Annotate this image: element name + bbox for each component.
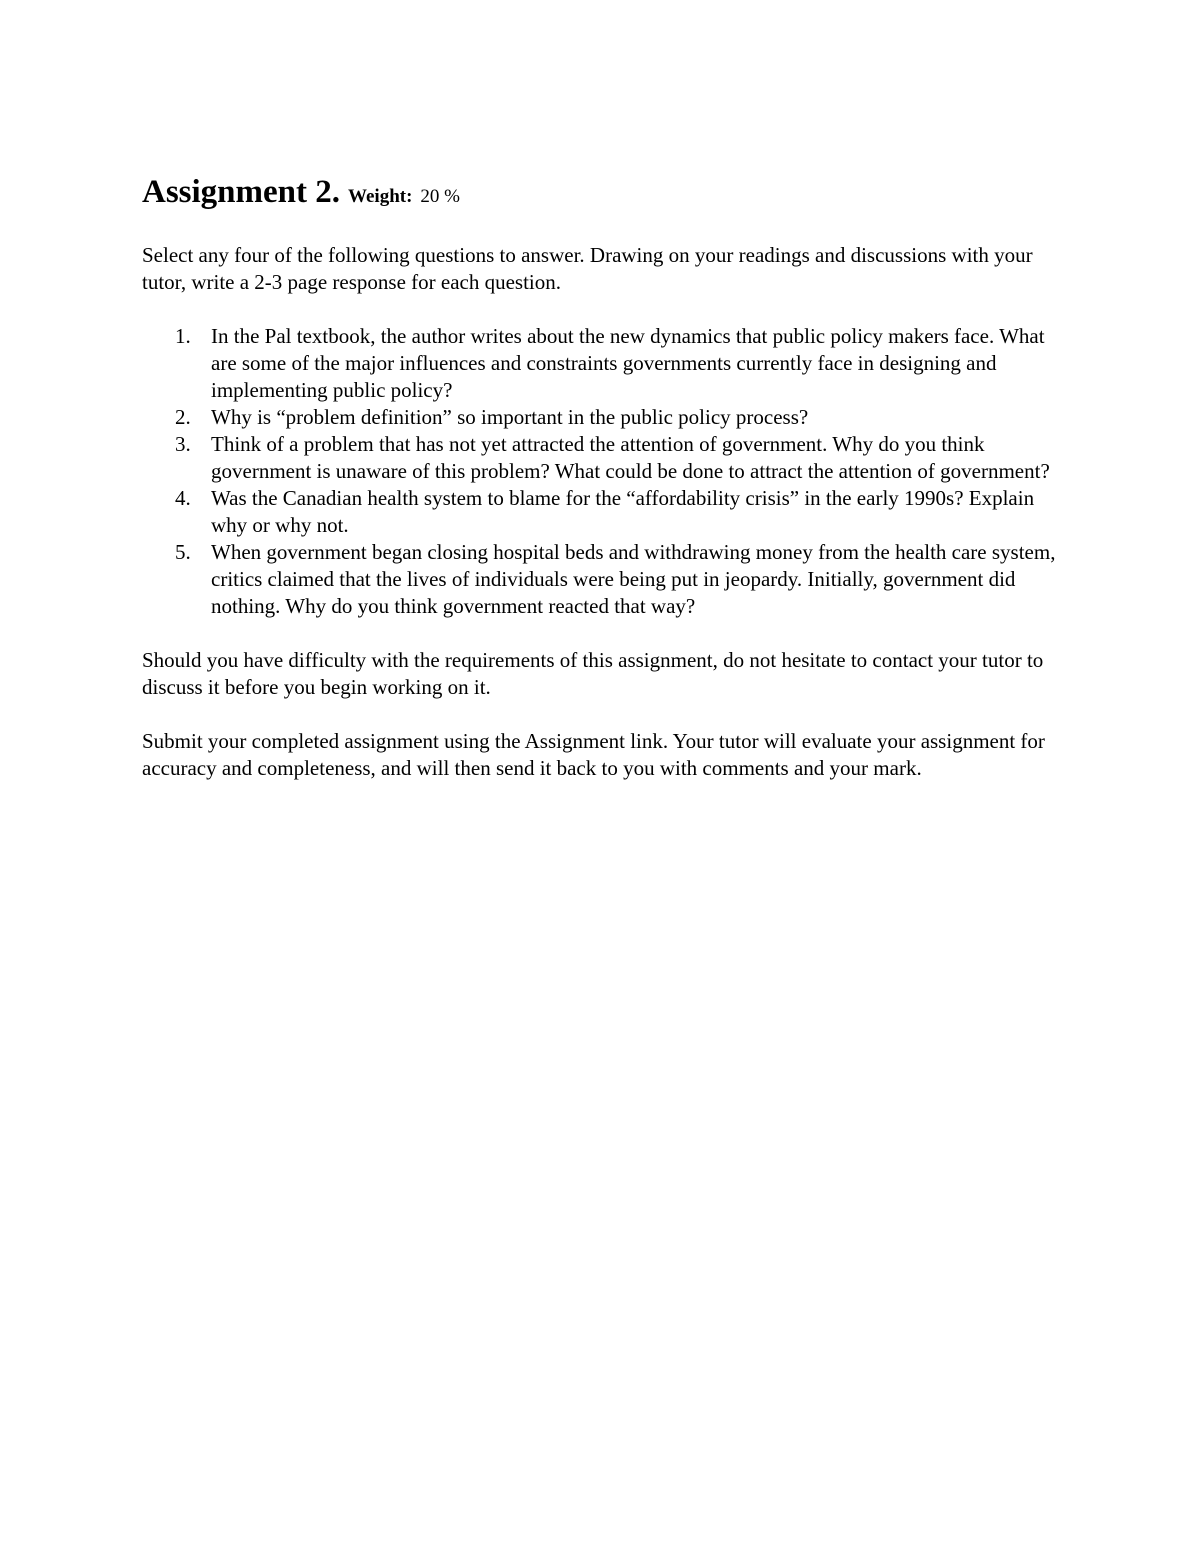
question-item-1 <box>142 323 1062 404</box>
weight-label: Weight: <box>348 186 413 207</box>
question-number: 4. <box>175 486 191 510</box>
weight-value: 20 % <box>420 186 460 207</box>
assignment-heading <box>142 168 1062 220</box>
question-item-4 <box>142 485 1062 539</box>
question-text: Think of a problem that has not yet attracted the attention of government. Why do you think government is unaware of this problem? What could be done to attract the attention of government? <box>211 432 1050 483</box>
question-item-2 <box>142 404 1062 431</box>
question-text: When government began closing hospital beds and withdrawing money from the health care system, critics claimed that the lives of individuals were being put in jeopardy. Initially, government did nothing. Why do you think government reacted that way? <box>211 540 1056 618</box>
question-item-5 <box>142 539 1062 620</box>
help-paragraph: Should you have difficulty with the requirements of this assignment, do not hesitate to contact your tutor to discuss it before you begin working on it. <box>142 648 1044 699</box>
question-number: 5. <box>175 540 191 564</box>
question-item-3 <box>142 431 1062 485</box>
question-number: 3. <box>175 432 191 456</box>
assignment-page <box>142 168 1062 782</box>
question-number: 1. <box>175 324 191 348</box>
question-text: Why is “problem definition” so important in the public policy process? <box>211 405 809 429</box>
assignment-title: Assignment 2. <box>142 174 341 210</box>
question-number: 2. <box>175 405 191 429</box>
question-text: In the Pal textbook, the author writes about the new dynamics that public policy makers face. What are some of the major influences and constraints governments currently face in designing and implementing public policy? <box>211 324 1045 402</box>
question-list <box>142 323 1062 620</box>
question-text: Was the Canadian health system to blame for the “affordability crisis” in the early 1990s? Explain why or why not. <box>211 486 1035 537</box>
submission-paragraph: Submit your completed assignment using the Assignment link. Your tutor will evaluate your assignment for accuracy and completeness, and will then send it back to you with comments and your mark. <box>142 729 1045 780</box>
intro-paragraph: Select any four of the following questions to answer. Drawing on your readings and discussions with your tutor, write a 2-3 page response for each question. <box>142 243 1033 294</box>
